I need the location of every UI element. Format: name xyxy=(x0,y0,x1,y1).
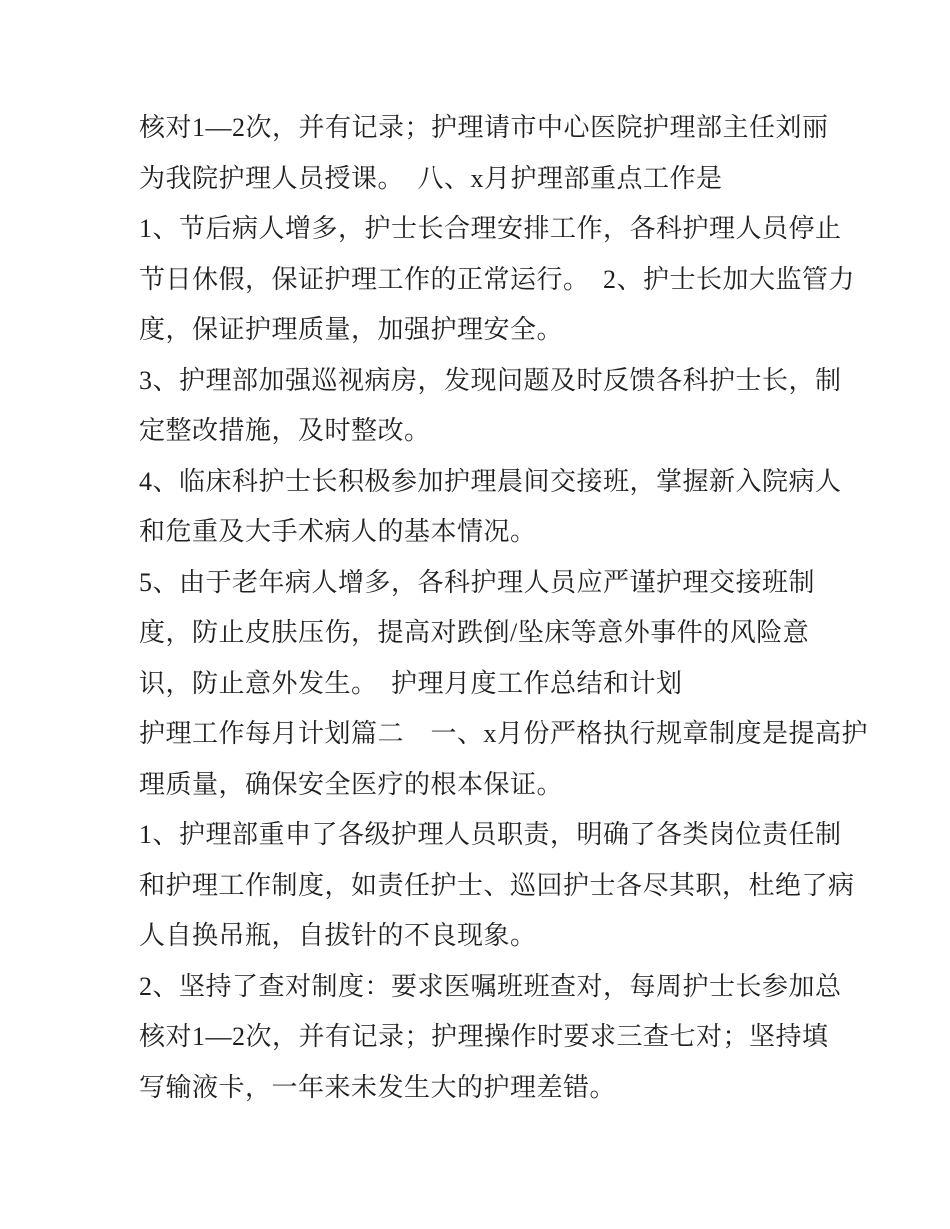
text-line: 4、临床科护士长积极参加护理晨间交接班，掌握新入院病人 xyxy=(139,466,842,496)
text-line: 核对1—2次，并有记录；护理操作时要求三查七对；坚持填 xyxy=(139,1022,829,1051)
text-line: 和危重及大手术病人的基本情况。 xyxy=(139,517,537,546)
text-line: 定整改措施，及时整改。 xyxy=(139,416,431,445)
text-line: 为我院护理人员授课。 八、x月护理部重点工作是 xyxy=(139,163,723,193)
text-line: 识，防止意外发生。 护理月度工作总结和计划 xyxy=(139,668,683,698)
text-line: 3、护理部加强巡视病房，发现问题及时反馈各科护士长，制 xyxy=(139,365,842,395)
text-line: 人自换吊瓶，自拔针的不良现象。 xyxy=(139,921,537,950)
text-line: 1、护理部重申了各级护理人员职责，明确了各类岗位责任制 xyxy=(139,820,842,849)
text-line: 度，保证护理质量，加强护理安全。 xyxy=(139,315,564,344)
text-line: 2、坚持了查对制度：要求医嘱班班查对，每周护士长参加总 xyxy=(139,971,842,1001)
text-line: 节日休假，保证护理工作的正常运行。 2、护士长加大监管力 xyxy=(139,264,856,294)
text-line: 1、节后病人增多，护士长合理安排工作，各科护理人员停止 xyxy=(139,214,842,243)
text-line: 理质量，确保安全医疗的根本保证。 xyxy=(139,769,564,799)
text-line: 和护理工作制度，如责任护士、巡回护士各尽其职，杜绝了病 xyxy=(139,870,855,900)
document-text-block xyxy=(139,103,869,1113)
text-line: 度，防止皮肤压伤，提高对跌倒/坠床等意外事件的风险意 xyxy=(139,618,810,647)
text-line: 护理工作每月计划篇二 一、x月份严格执行规章制度是提高护 xyxy=(139,719,869,748)
text-line: 5、由于老年病人增多，各科护理人员应严谨护理交接班制 xyxy=(139,567,816,597)
text-line: 核对1—2次，并有记录；护理请市中心医院护理部主任刘丽 xyxy=(139,113,829,142)
text-line: 写输液卡，一年来未发生大的护理差错。 xyxy=(139,1072,617,1102)
